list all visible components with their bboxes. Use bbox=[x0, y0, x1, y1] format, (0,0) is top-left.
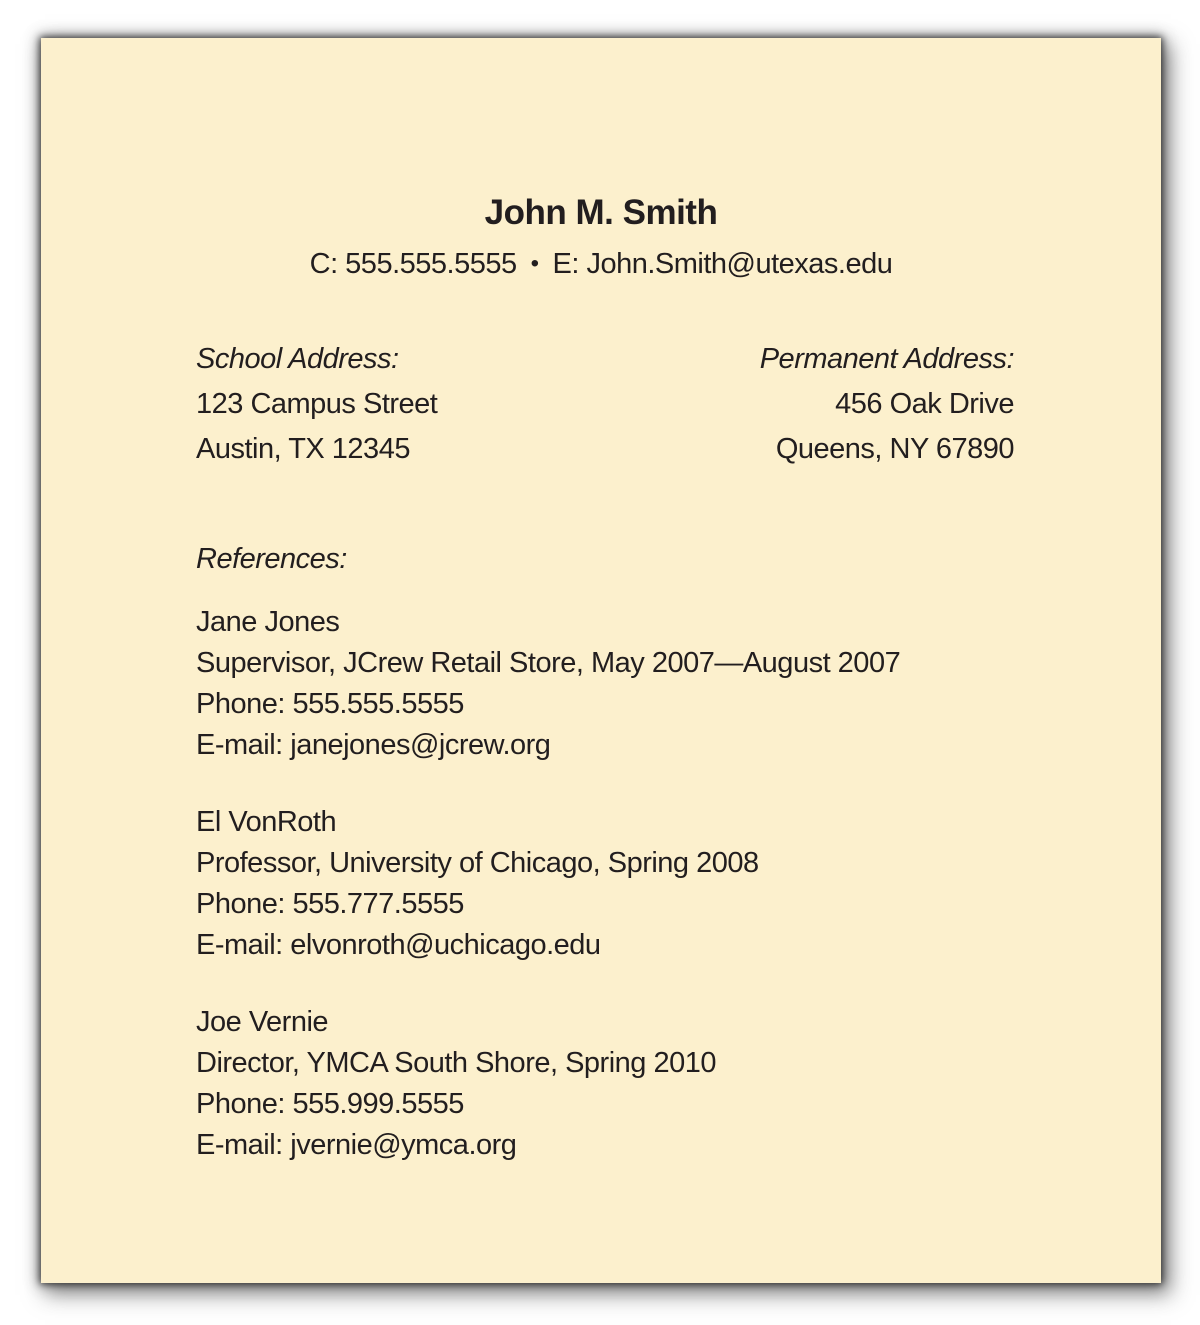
reference-email: E-mail: janejones@jcrew.org bbox=[196, 729, 551, 761]
reference-entry bbox=[196, 802, 1014, 966]
email-text: E: John.Smith@utexas.edu bbox=[552, 248, 893, 280]
reference-name: Joe Vernie bbox=[196, 1006, 329, 1038]
bullet-separator-icon: • bbox=[530, 250, 539, 277]
permanent-address-label: Permanent Address: bbox=[759, 343, 1014, 375]
reference-role: Professor, University of Chicago, Spring 2008 bbox=[196, 847, 759, 879]
references-list bbox=[196, 602, 1014, 1166]
reference-phone: Phone: 555.777.5555 bbox=[196, 888, 464, 920]
reference-entry bbox=[196, 1002, 1014, 1166]
reference-name: El VonRoth bbox=[196, 806, 337, 838]
addresses-section bbox=[196, 337, 1014, 472]
reference-email: E-mail: elvonroth@uchicago.edu bbox=[196, 929, 601, 961]
reference-phone: Phone: 555.555.5555 bbox=[196, 688, 464, 720]
school-address-block bbox=[196, 337, 437, 472]
school-address-city: Austin, TX 12345 bbox=[196, 433, 410, 465]
references-section-label: References: bbox=[196, 543, 347, 575]
reference-entry bbox=[196, 602, 1014, 766]
permanent-address-city: Queens, NY 67890 bbox=[775, 433, 1014, 465]
person-name-heading: John M. Smith bbox=[484, 193, 718, 232]
cell-phone-text: C: 555.555.5555 bbox=[309, 248, 517, 280]
reference-email: E-mail: jvernie@ymca.org bbox=[196, 1129, 517, 1161]
reference-role: Director, YMCA South Shore, Spring 2010 bbox=[196, 1047, 716, 1079]
school-address-street: 123 Campus Street bbox=[196, 388, 438, 420]
school-address-label: School Address: bbox=[196, 343, 399, 375]
permanent-address-block bbox=[760, 337, 1014, 472]
contact-line bbox=[41, 248, 1161, 281]
reference-phone: Phone: 555.999.5555 bbox=[196, 1088, 464, 1120]
reference-name: Jane Jones bbox=[196, 606, 340, 638]
document-page bbox=[41, 38, 1161, 1283]
permanent-address-street: 456 Oak Drive bbox=[835, 388, 1014, 420]
reference-role: Supervisor, JCrew Retail Store, May 2007—August 2007 bbox=[196, 647, 901, 679]
